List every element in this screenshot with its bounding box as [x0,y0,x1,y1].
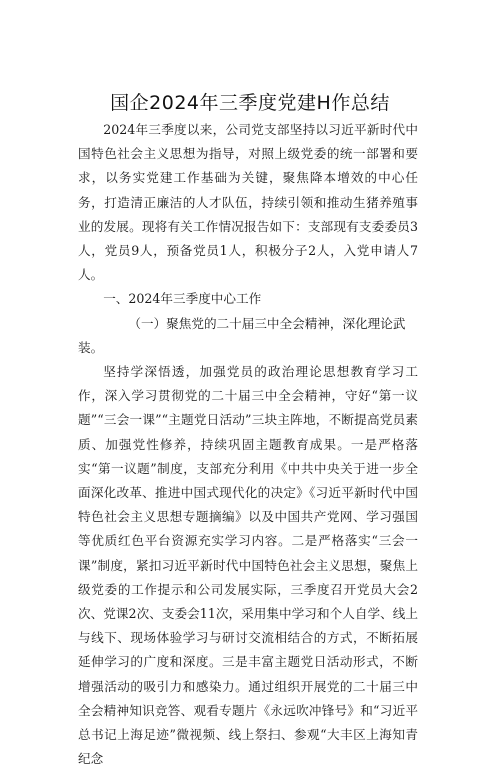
body-paragraph: 坚持学深悟透，加强党员的政治理论思想教育学习工作，深入学习贯彻党的二十届三中全会精神，守好“第一议题”“三会一课”“主题党日活动”三块主阵地，不断提高党员素质、加强党性修养，持续巩固主题教育成果。一是严格落实“第一议题”制度，支部充分利用《中共中央关于进一步全面深化改革、推进中国式现代化的决定》《习近平新时代中国特色社会主义思想专题摘编》以及中国共产党网、学习强国等优质红色平台资源充实学习内容。二是严格落实“三会一课”制度，紧扣习近平新时代中国特色社会主义思想，聚焦上级党委的工作提示和公司发展实际，三季度召开党员大会2次、党课2次、支委会11次，采用集中学习和个人自学、线上与线下、现场体验学习与研讨交流相结合的方式，不断拓展延伸学习的广度和深度。三是丰富主题党日活动形式，不断增强活动的吸引力和感染力。通过组织开展党的二十届三中全会精神知识竞答、观看专题片《永远吹冲锋号》和“习近平总书记上海足迹”微视频、线上祭扫、参观“大丰区上海知青纪念 [78,364,418,767]
intro-paragraph: 2024年三季度以来，公司党支部坚持以习近平新时代中国特色社会主义思想为指导，对照上级党委的统一部署和要求，以务实党建工作基础为关键，聚焦降本增效的中心任务，打造清正廉洁的人才队伍，持续引领和推动生猪养殖事业的发展。现将有关工作情况报告如下：支部现有支委委员3人，党员9人，预备党员1人，积极分子2人，入党申请人7人。 [78,122,418,283]
section-heading: 一、2024年三季度中心工作 [103,291,262,307]
document-body [78,118,418,771]
subsection-heading: （一）聚焦党的二十届三中全会精神，深化理论武装。 [78,315,406,355]
document-title: 国企2024年三季度党建H作总结 [110,92,390,114]
